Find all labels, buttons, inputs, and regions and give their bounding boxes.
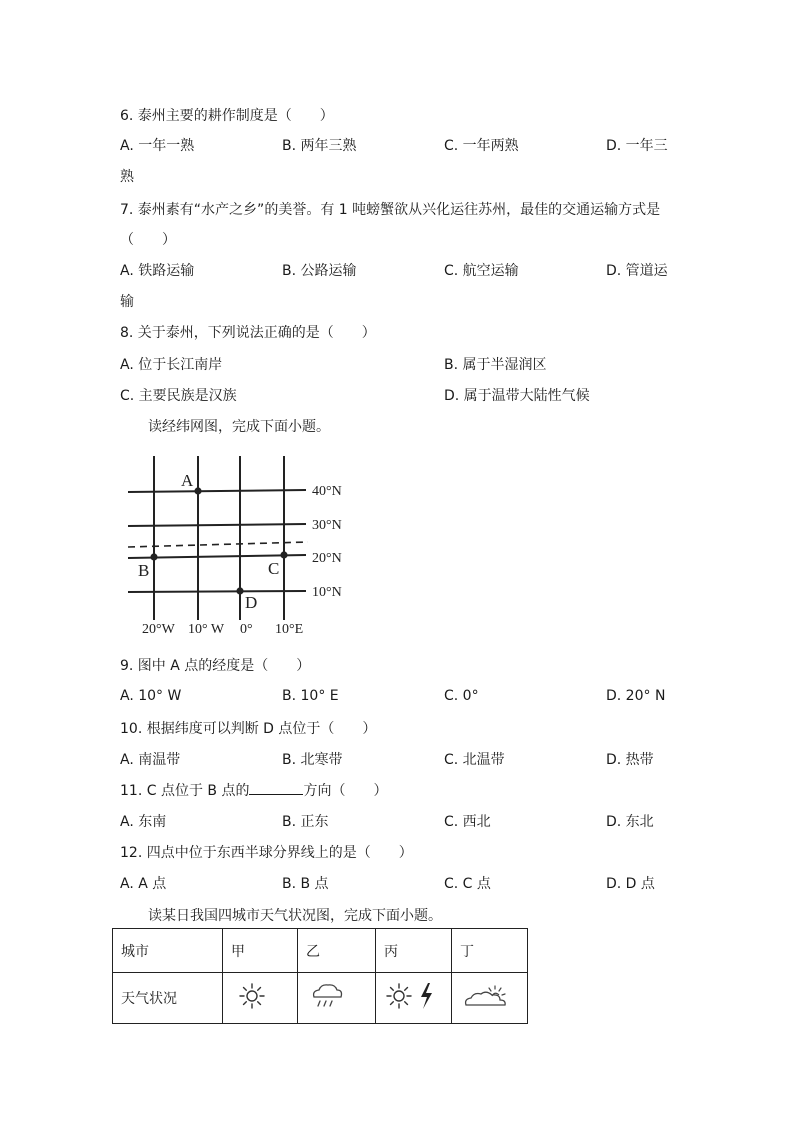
q6-option-b: B. 两年三熟	[282, 138, 357, 154]
q7-stem: 7. 泰州素有“水产之乡”的美誉。有 1 吨螃蟹欲从兴化运往苏州，最佳的交通运输方式是	[120, 202, 661, 218]
q11-stem	[120, 780, 387, 800]
lat-lon-grid-map	[118, 450, 368, 642]
q11-option-b: B. 正东	[282, 814, 329, 830]
weather-cell-jia	[223, 973, 298, 1024]
label-c: C	[268, 559, 280, 578]
q9-option-a: A. 10° W	[120, 688, 182, 704]
point-a	[194, 487, 201, 494]
intro-map: 读经纬网图，完成下面小题。	[148, 419, 330, 435]
label-a: A	[181, 471, 194, 490]
q7-option-c: C. 航空运输	[444, 263, 519, 279]
lat-label-40n: 40°N	[312, 484, 342, 499]
q7-option-d-wrap: 输	[120, 294, 134, 310]
lon-label-10w: 10° W	[188, 622, 225, 637]
q6-option-d: D. 一年三	[606, 138, 668, 154]
city-yi: 乙	[298, 929, 376, 973]
lat-label-20n: 20°N	[312, 551, 342, 566]
q9-option-d: D. 20° N	[606, 688, 666, 704]
weather-cell-ding	[452, 973, 528, 1024]
q9-stem: 9. 图中 A 点的经度是（ ）	[120, 658, 311, 674]
rain-icon	[308, 981, 346, 1011]
q6-option-a: A. 一年一熟	[120, 138, 195, 154]
q10-option-c: C. 北温带	[444, 752, 505, 768]
q11-stem-pre: 11. C 点位于 B 点的	[120, 783, 250, 799]
point-b	[150, 553, 157, 560]
cloudy-sun-icon	[462, 981, 512, 1011]
q10-stem: 10. 根据纬度可以判断 D 点位于（ ）	[120, 721, 377, 737]
lon-label-10e: 10°E	[275, 622, 304, 637]
lon-label-0: 0°	[240, 622, 253, 637]
weather-cell-yi	[298, 973, 376, 1024]
q8-option-d: D. 属于温带大陆性气候	[444, 388, 590, 404]
q11-stem-post: 方向（ ）	[303, 783, 388, 799]
weather-table	[112, 928, 528, 1024]
city-jia: 甲	[223, 929, 298, 973]
q12-option-d: D. D 点	[606, 876, 655, 892]
sunny-icon	[237, 981, 267, 1011]
table-header-weather: 天气状况	[113, 973, 223, 1024]
q7-option-b: B. 公路运输	[282, 263, 357, 279]
q10-option-b: B. 北寒带	[282, 752, 343, 768]
lat-label-10n: 10°N	[312, 585, 342, 600]
q11-blank	[249, 780, 303, 795]
q6-stem: 6. 泰州主要的耕作制度是（ ）	[120, 108, 334, 124]
q8-stem: 8. 关于泰州，下列说法正确的是（ ）	[120, 325, 376, 341]
q12-stem: 12. 四点中位于东西半球分界线上的是（ ）	[120, 845, 413, 861]
q7-stem-cont: （ ）	[120, 232, 176, 248]
q9-option-b: B. 10° E	[282, 688, 339, 704]
label-d: D	[245, 593, 258, 612]
q7-option-d: D. 管道运	[606, 263, 668, 279]
q8-option-b: B. 属于半湿润区	[444, 357, 547, 373]
sunny-thunder-icon	[386, 981, 442, 1011]
lon-label-20w: 20°W	[142, 622, 175, 637]
q10-option-d: D. 热带	[606, 752, 654, 768]
parallel-10n	[128, 591, 306, 592]
q10-option-a: A. 南温带	[120, 752, 181, 768]
q8-option-a: A. 位于长江南岸	[120, 357, 223, 373]
label-b: B	[138, 561, 150, 580]
weather-cell-bing	[376, 973, 452, 1024]
q11-option-d: D. 东北	[606, 814, 654, 830]
table-header-city: 城市	[113, 929, 223, 973]
intro-weather: 读某日我国四城市天气状况图，完成下面小题。	[148, 908, 442, 924]
q8-option-c: C. 主要民族是汉族	[120, 388, 237, 404]
q6-option-d-wrap: 熟	[120, 169, 134, 185]
point-d	[236, 587, 243, 594]
q9-option-c: C. 0°	[444, 688, 479, 704]
q11-option-a: A. 东南	[120, 814, 167, 830]
q6-option-c: C. 一年两熟	[444, 138, 519, 154]
q12-option-a: A. A 点	[120, 876, 167, 892]
q11-option-c: C. 西北	[444, 814, 491, 830]
q7-option-a: A. 铁路运输	[120, 263, 195, 279]
city-ding: 丁	[452, 929, 528, 973]
table-row	[113, 973, 528, 1024]
q12-option-b: B. B 点	[282, 876, 329, 892]
q12-option-c: C. C 点	[444, 876, 491, 892]
point-c	[280, 551, 287, 558]
lat-label-30n: 30°N	[312, 518, 342, 533]
table-row	[113, 929, 528, 973]
city-bing: 丙	[376, 929, 452, 973]
